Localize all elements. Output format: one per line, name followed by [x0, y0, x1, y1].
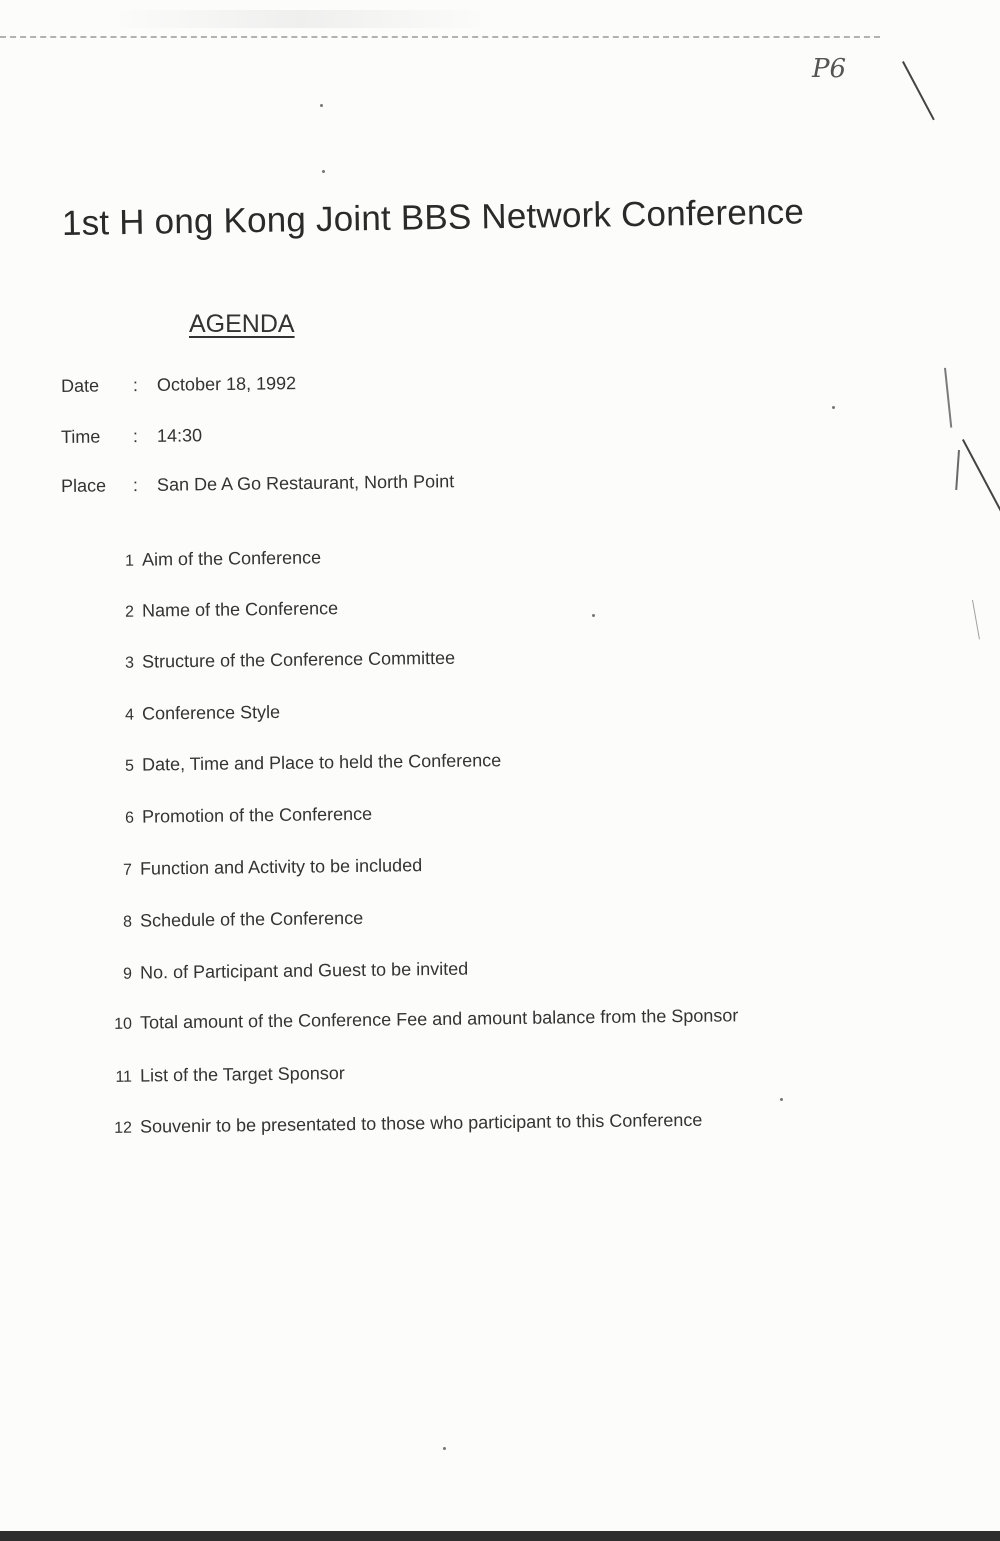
agenda-item-number: 4 — [125, 706, 135, 724]
agenda-item — [106, 1110, 703, 1138]
meta-colon: : — [132, 475, 139, 496]
scan-edge-mark — [902, 61, 935, 120]
agenda-heading: AGENDA — [189, 310, 295, 338]
agenda-item-number: 3 — [125, 654, 135, 672]
agenda-item-text: Souvenir to be presentated to those who participant to this Conference — [139, 1109, 703, 1137]
scan-top-rule — [0, 36, 880, 40]
agenda-item-text: Name of the Conference — [141, 598, 339, 621]
agenda-item-number: 2 — [125, 603, 135, 621]
agenda-item-text: Structure of the Conference Committee — [141, 647, 456, 672]
scan-edge-mark — [962, 439, 1000, 537]
meta-colon: : — [132, 375, 139, 396]
agenda-item — [106, 1063, 345, 1087]
meta-value: October 18, 1992 — [156, 373, 297, 395]
meta-label: Date — [60, 375, 100, 396]
meta-row-time — [61, 425, 202, 448]
scan-edge-mark — [944, 368, 952, 428]
agenda-item-text: Function and Activity to be included — [139, 855, 423, 879]
agenda-item — [106, 1005, 739, 1034]
agenda-item-text: Promotion of the Conference — [141, 803, 373, 827]
agenda-item-text: Conference Style — [141, 701, 281, 724]
document-title: 1st H ong Kong Joint BBS Network Conference — [61, 192, 805, 243]
scan-edge-mark — [955, 450, 960, 490]
agenda-item-number: 11 — [115, 1068, 133, 1086]
agenda-item-number: 8 — [123, 913, 133, 931]
agenda-item-number: 5 — [125, 757, 135, 775]
meta-value: 14:30 — [156, 425, 203, 446]
scan-edge-mark — [972, 600, 980, 640]
agenda-item — [106, 855, 422, 880]
scan-speck — [443, 1447, 446, 1450]
agenda-item — [106, 908, 363, 932]
meta-colon: : — [132, 426, 139, 447]
meta-label: Time — [60, 426, 101, 447]
agenda-item-number: 1 — [125, 552, 135, 570]
meta-value: San De A Go Restaurant, North Point — [156, 471, 455, 495]
agenda-item — [108, 804, 372, 828]
scan-smudge — [110, 10, 490, 28]
agenda-item-number: 6 — [125, 809, 135, 827]
agenda-item-number: 12 — [114, 1119, 133, 1137]
agenda-item — [106, 959, 468, 984]
agenda-item-text: Total amount of the Conference Fee and amount balance from the Sponsor — [139, 1005, 739, 1033]
scan-bottom-edge — [0, 1531, 1000, 1541]
agenda-item-text: Schedule of the Conference — [139, 907, 364, 931]
agenda-item-number: 7 — [123, 861, 133, 879]
agenda-item — [108, 702, 280, 725]
scan-speck — [832, 406, 835, 409]
agenda-item — [108, 547, 321, 571]
handwritten-page-mark: P6 — [812, 54, 847, 84]
agenda-item-text: Date, Time and Place to held the Conference — [141, 750, 502, 775]
meta-row-place — [61, 471, 454, 497]
meta-label: Place — [60, 475, 107, 496]
agenda-item-text: Aim of the Conference — [141, 547, 322, 570]
meta-row-date — [61, 373, 296, 397]
agenda-item-text: No. of Participant and Guest to be invited — [139, 958, 469, 983]
agenda-item-text: List of the Target Sponsor — [139, 1063, 345, 1086]
scan-speck — [320, 104, 323, 107]
agenda-item-number: 9 — [123, 965, 133, 983]
scan-speck — [592, 614, 595, 617]
agenda-item — [108, 598, 338, 622]
agenda-item-number: 10 — [114, 1015, 133, 1033]
agenda-item — [108, 750, 501, 776]
scan-speck — [322, 170, 325, 173]
agenda-item — [108, 648, 455, 673]
scan-speck — [780, 1098, 783, 1101]
